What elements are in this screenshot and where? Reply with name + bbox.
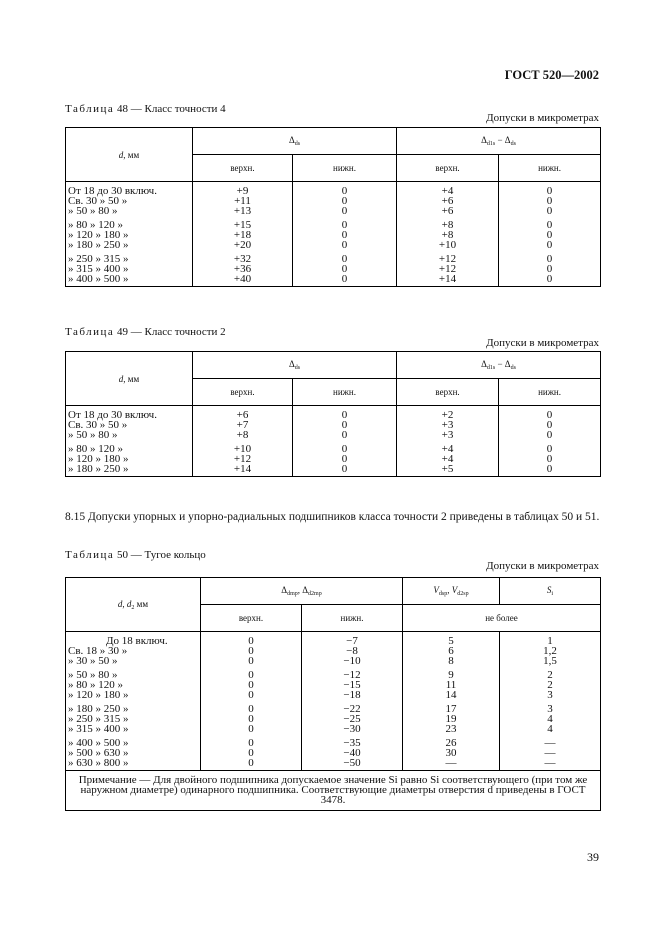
row-label: Св. 30 » 50 » (66, 196, 193, 206)
cell: 0 (293, 464, 397, 477)
table-row (66, 690, 601, 700)
cell: +4 (397, 454, 499, 464)
cell: 0 (201, 632, 302, 647)
cell: 3 (500, 690, 601, 700)
cell: −25 (302, 714, 403, 724)
cell: +10 (193, 440, 293, 454)
cell: +4 (397, 440, 499, 454)
col-upper: верхн. (397, 155, 499, 182)
cell: 0 (293, 230, 397, 240)
table-48-units: Допуски в микрометрах (486, 112, 599, 124)
cell: 0 (201, 758, 302, 771)
col-s-header: $S_i$ (500, 578, 601, 605)
cell: +6 (397, 206, 499, 216)
cell: 0 (293, 430, 397, 440)
table-50-caption: Таблица 50 — Тугое кольцо (65, 549, 206, 561)
row-label: » 180 » 250 » (66, 240, 193, 250)
table-row (66, 264, 601, 274)
table-row (66, 250, 601, 264)
cell: 0 (499, 250, 601, 264)
table-row (66, 748, 601, 758)
table-row (66, 666, 601, 680)
cell: 0 (499, 264, 601, 274)
table-row (66, 714, 601, 724)
cell: 0 (293, 406, 397, 421)
table-row (66, 758, 601, 771)
cell: 1,5 (500, 656, 601, 666)
col-lower: нижн. (293, 379, 397, 406)
row-label: До 18 включ. (66, 632, 201, 647)
cell: 0 (293, 182, 397, 197)
cell: 0 (499, 464, 601, 477)
col-delta-d1s-header: $\Delta_{d1s} - \Delta_{ds}$ (397, 352, 601, 379)
row-label: » 30 » 50 » (66, 656, 201, 666)
cell: 1 (500, 632, 601, 647)
cell: +20 (193, 240, 293, 250)
cell: −22 (302, 700, 403, 714)
cell: 0 (201, 646, 302, 656)
row-label: Св. 18 » 30 » (66, 646, 201, 656)
cell: −50 (302, 758, 403, 771)
cell: +8 (397, 216, 499, 230)
cell: 0 (499, 240, 601, 250)
cell: — (500, 758, 601, 771)
cell: +6 (193, 406, 293, 421)
table-row (66, 734, 601, 748)
cell: +15 (193, 216, 293, 230)
col-lower: нижн. (499, 155, 601, 182)
cell: 14 (403, 690, 500, 700)
row-label: » 400 » 500 » (66, 274, 193, 287)
cell: 0 (293, 216, 397, 230)
cell: +8 (193, 430, 293, 440)
cell: 0 (293, 420, 397, 430)
table-row (66, 464, 601, 477)
row-label: » 120 » 180 » (66, 230, 193, 240)
cell: 2 (500, 666, 601, 680)
cell: 0 (293, 440, 397, 454)
table-row (66, 700, 601, 714)
cell: −7 (302, 632, 403, 647)
table-row (66, 680, 601, 690)
table-row (66, 196, 601, 206)
cell: +2 (397, 406, 499, 421)
cell: +14 (397, 274, 499, 287)
cell: 4 (500, 714, 601, 724)
row-label: » 250 » 315 » (66, 714, 201, 724)
col-upper: верхн. (201, 605, 302, 632)
cell: −18 (302, 690, 403, 700)
cell: +40 (193, 274, 293, 287)
table-row (66, 274, 601, 287)
cell: — (500, 734, 601, 748)
col-upper: верхн. (397, 379, 499, 406)
row-label: » 180 » 250 » (66, 700, 201, 714)
cell: +7 (193, 420, 293, 430)
cell: +12 (193, 454, 293, 464)
table-row (66, 430, 601, 440)
cell: 2 (500, 680, 601, 690)
table-row (66, 182, 601, 197)
cell: 4 (500, 724, 601, 734)
cell: 0 (201, 666, 302, 680)
table-48 (65, 127, 601, 287)
table-49-units: Допуски в микрометрах (486, 337, 599, 349)
table-row (66, 724, 601, 734)
cell: 26 (403, 734, 500, 748)
col-no-more: не более (403, 605, 601, 632)
cell: 0 (499, 440, 601, 454)
cell: +8 (397, 230, 499, 240)
cell: +3 (397, 430, 499, 440)
row-label: » 80 » 120 » (66, 216, 193, 230)
row-label: » 120 » 180 » (66, 690, 201, 700)
cell: 0 (201, 724, 302, 734)
cell: 0 (201, 656, 302, 666)
cell: −12 (302, 666, 403, 680)
cell: +3 (397, 420, 499, 430)
row-label: » 630 » 800 » (66, 758, 201, 771)
table-48-caption: Таблица 48 — Класс точности 4 (65, 103, 226, 115)
col-d-header: d, мм (66, 352, 193, 406)
cell: +9 (193, 182, 293, 197)
col-lower: нижн. (499, 379, 601, 406)
cell: −10 (302, 656, 403, 666)
row-label: » 180 » 250 » (66, 464, 193, 477)
table-50-note: Примечание — Для двойного подшипника допускаемое значение Si равно Si соответствующего (при том же наружном диаметре) одинарного подшипника. Соответствующие диаметры отверстия d приведены в ГОСТ 3478. (66, 771, 601, 811)
cell: 8 (403, 656, 500, 666)
table-50-units: Допуски в микрометрах (486, 560, 599, 572)
table-row (66, 406, 601, 421)
table-49-caption: Таблица 49 — Класс точности 2 (65, 326, 226, 338)
cell: +12 (397, 264, 499, 274)
row-label: » 80 » 120 » (66, 680, 201, 690)
table-row (66, 420, 601, 430)
cell: 0 (499, 230, 601, 240)
col-upper: верхн. (193, 155, 293, 182)
table-50 (65, 577, 601, 811)
cell: +4 (397, 182, 499, 197)
cell: 30 (403, 748, 500, 758)
cell: 0 (499, 406, 601, 421)
cell: −15 (302, 680, 403, 690)
cell: 0 (293, 274, 397, 287)
table-row (66, 646, 601, 656)
row-label: » 50 » 80 » (66, 430, 193, 440)
col-d-header: d, мм (66, 128, 193, 182)
row-label: » 50 » 80 » (66, 666, 201, 680)
row-label: » 250 » 315 » (66, 250, 193, 264)
cell: 0 (499, 430, 601, 440)
table-49 (65, 351, 601, 477)
cell: 19 (403, 714, 500, 724)
row-label: » 500 » 630 » (66, 748, 201, 758)
cell: 5 (403, 632, 500, 647)
table-row (66, 656, 601, 666)
row-label: Св. 30 » 50 » (66, 420, 193, 430)
row-label: » 120 » 180 » (66, 454, 193, 464)
page-number: 39 (587, 850, 599, 864)
row-label: » 315 » 400 » (66, 724, 201, 734)
cell: +6 (397, 196, 499, 206)
cell: 23 (403, 724, 500, 734)
document-header: ГОСТ 520—2002 (504, 68, 599, 82)
table-row (66, 454, 601, 464)
cell: −35 (302, 734, 403, 748)
cell: 0 (499, 420, 601, 430)
cell: +32 (193, 250, 293, 264)
cell: 0 (201, 734, 302, 748)
cell: 1,2 (500, 646, 601, 656)
cell: 0 (499, 182, 601, 197)
row-label: » 315 » 400 » (66, 264, 193, 274)
col-delta-d1s-header: $\Delta_{d1s} - \Delta_{ds}$ (397, 128, 601, 155)
table-row (66, 440, 601, 454)
cell: — (500, 748, 601, 758)
cell: 0 (499, 196, 601, 206)
cell: −40 (302, 748, 403, 758)
table-row (66, 216, 601, 230)
cell: 0 (499, 454, 601, 464)
cell: 0 (499, 206, 601, 216)
col-delta-ds-header: $\Delta_{ds}$ (193, 352, 397, 379)
cell: +10 (397, 240, 499, 250)
col-delta-dmp-header: $\Delta_{dmp}$, $\Delta_{d2mp}$ (201, 578, 403, 605)
cell: +12 (397, 250, 499, 264)
cell: 0 (201, 748, 302, 758)
cell: 0 (293, 250, 397, 264)
cell: 0 (201, 680, 302, 690)
cell: 0 (293, 206, 397, 216)
table-row (66, 206, 601, 216)
cell: 0 (499, 274, 601, 287)
cell: 17 (403, 700, 500, 714)
cell: −8 (302, 646, 403, 656)
cell: +14 (193, 464, 293, 477)
row-label: От 18 до 30 включ. (66, 182, 193, 197)
cell: +11 (193, 196, 293, 206)
cell: 0 (293, 264, 397, 274)
table-row (66, 632, 601, 647)
col-lower: нижн. (302, 605, 403, 632)
col-d-d2-header: d, $d_2$ мм (66, 578, 201, 632)
cell: — (403, 758, 500, 771)
row-label: » 50 » 80 » (66, 206, 193, 216)
cell: 0 (499, 216, 601, 230)
table-row (66, 230, 601, 240)
cell: 0 (293, 240, 397, 250)
cell: 0 (293, 454, 397, 464)
cell: 0 (201, 690, 302, 700)
row-label: » 400 » 500 » (66, 734, 201, 748)
cell: −30 (302, 724, 403, 734)
cell: +36 (193, 264, 293, 274)
cell: 6 (403, 646, 500, 656)
cell: 11 (403, 680, 500, 690)
cell: +18 (193, 230, 293, 240)
cell: 0 (201, 714, 302, 724)
row-label: » 80 » 120 » (66, 440, 193, 454)
cell: 3 (500, 700, 601, 714)
cell: 0 (201, 700, 302, 714)
cell: +13 (193, 206, 293, 216)
cell: 9 (403, 666, 500, 680)
cell: +5 (397, 464, 499, 477)
row-label: От 18 до 30 включ. (66, 406, 193, 421)
col-lower: нижн. (293, 155, 397, 182)
col-delta-ds-header: $\Delta_{ds}$ (193, 128, 397, 155)
col-v-header: $V_{dsp}$, $V_{d2sp}$ (403, 578, 500, 605)
table-row (66, 240, 601, 250)
col-upper: верхн. (193, 379, 293, 406)
paragraph-8-15: 8.15 Допуски упорных и упорно-радиальных подшипников класса точности 2 приведены в таблицах 50 и 51. (65, 511, 600, 523)
cell: 0 (293, 196, 397, 206)
